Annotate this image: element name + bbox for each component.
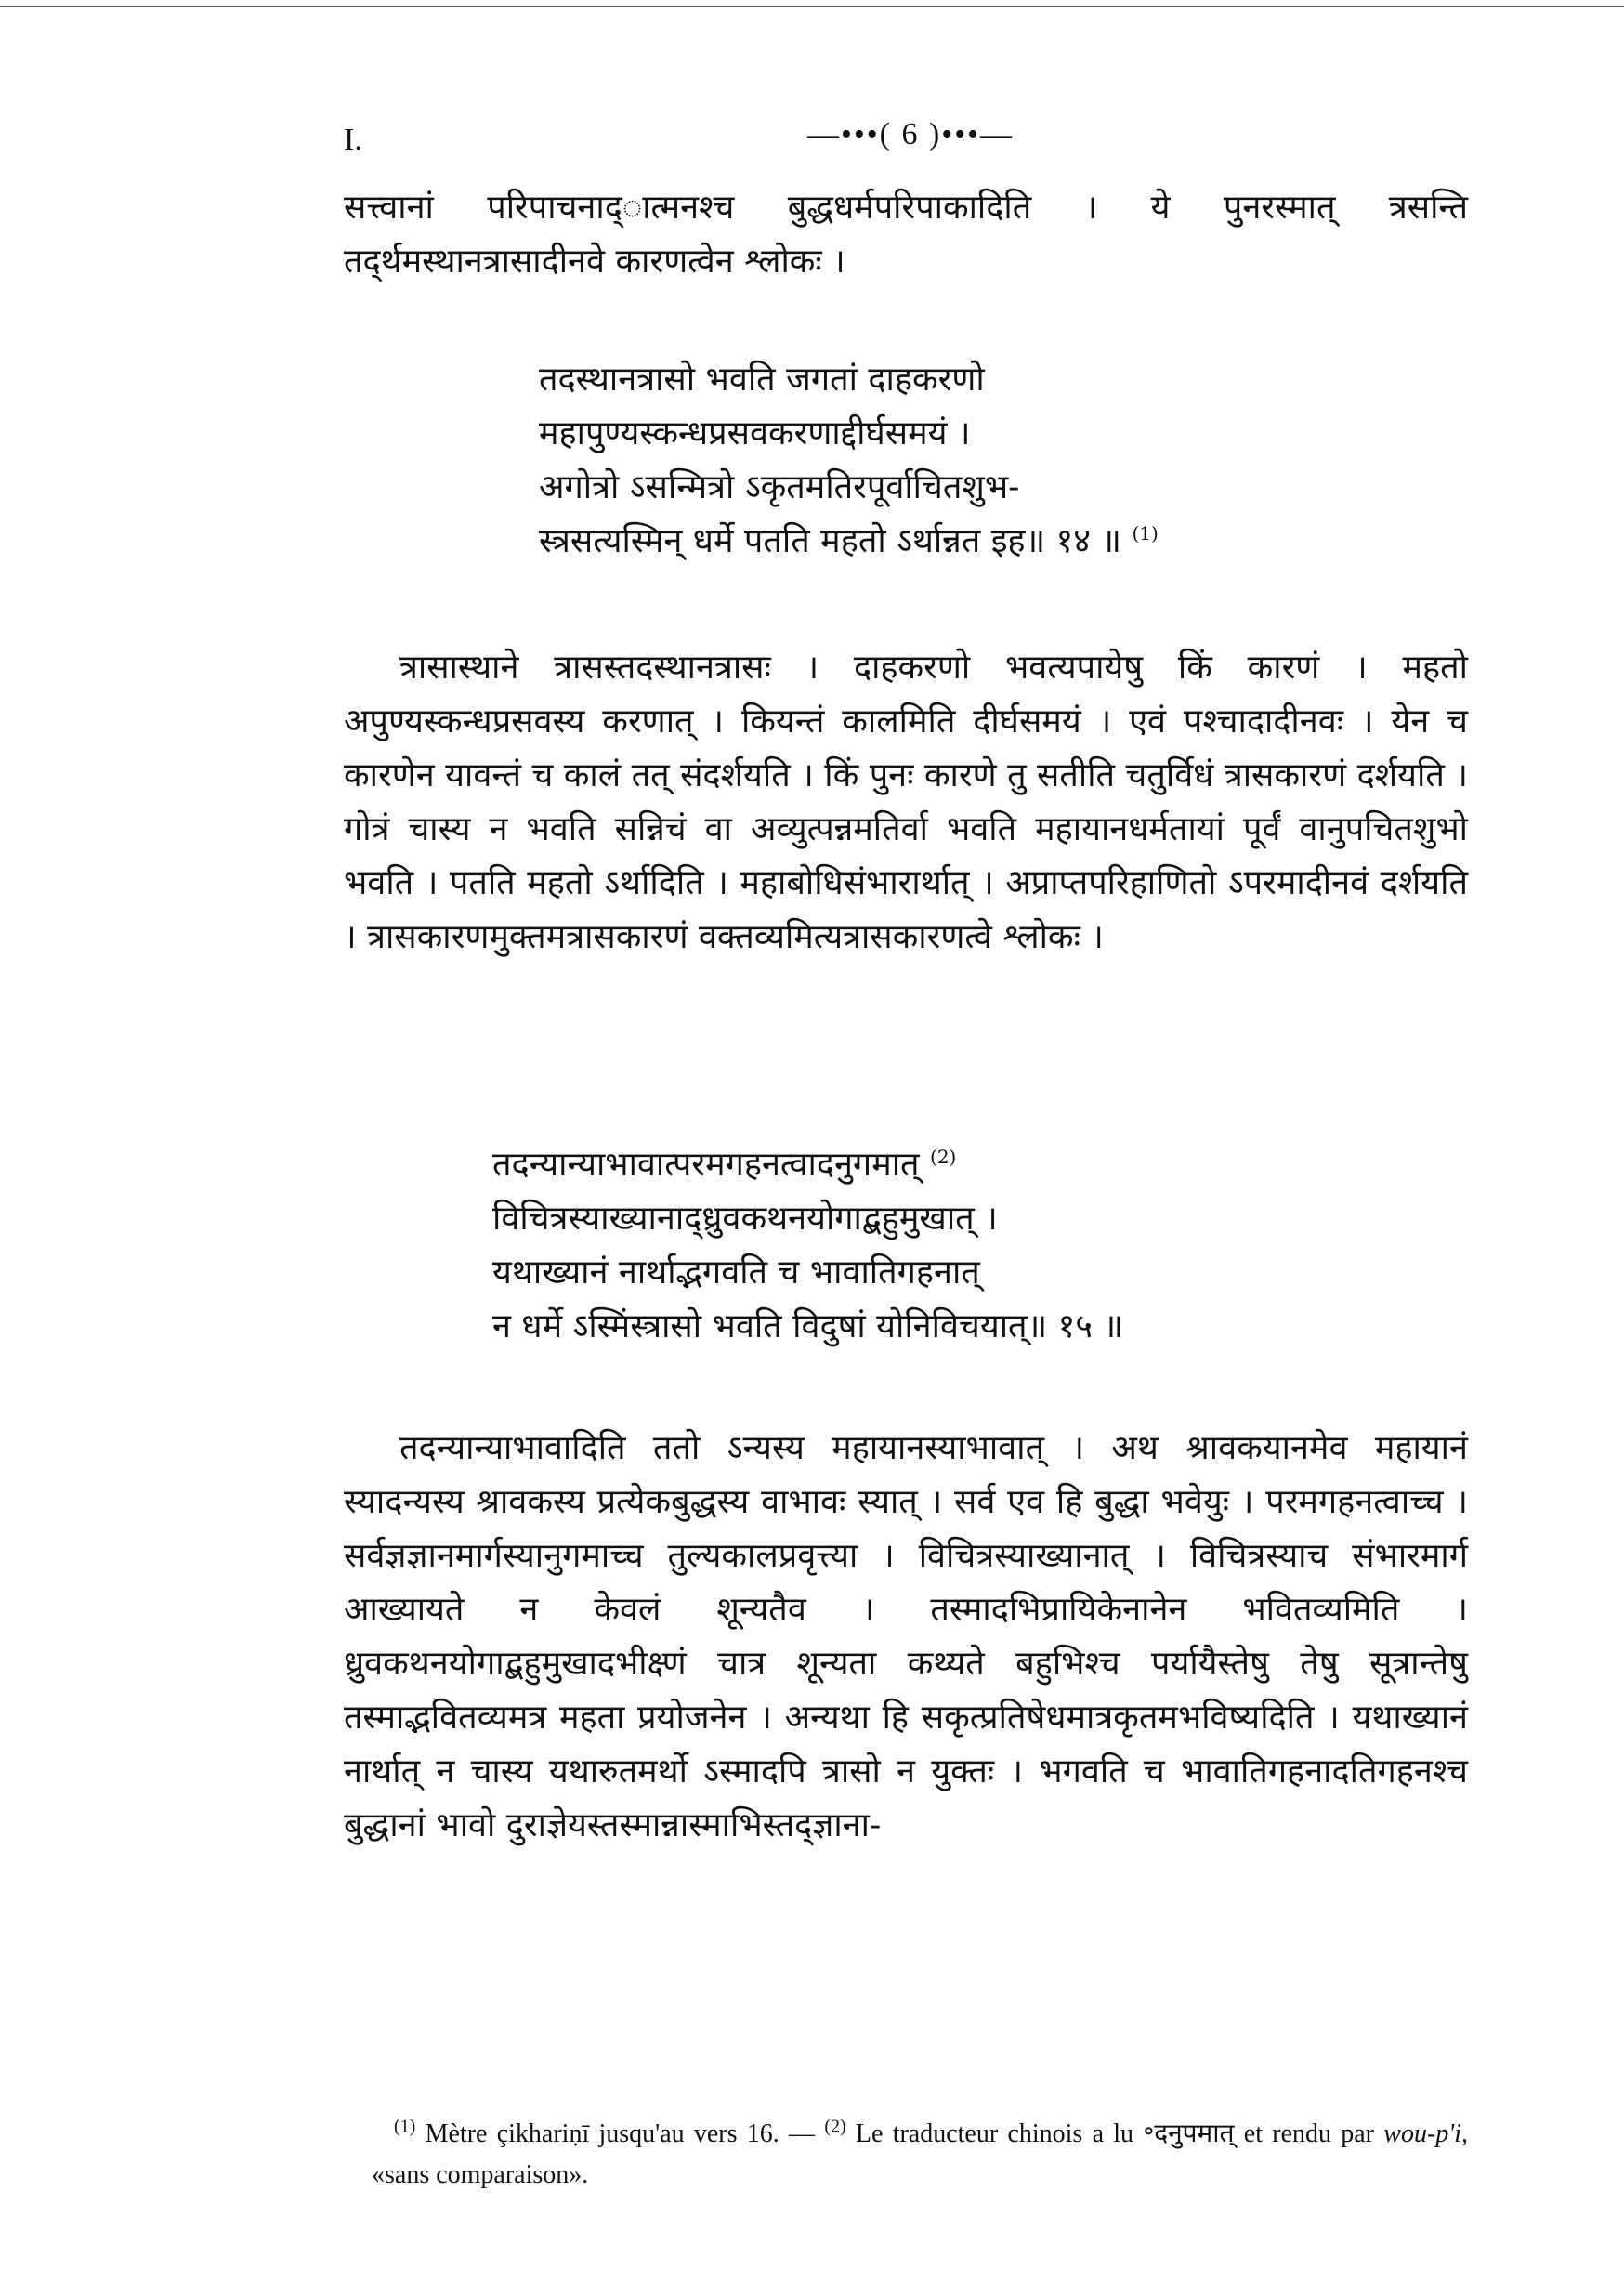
paragraph-text: त्रासास्थाने त्रासस्तदस्थानत्रासः । दाहकरणो भवत्यपायेषु किं कारणं । महतो अपुण्यस्कन्धप्रसवस्य करणात् । कियन्तं कालमिति दीर्घसमयं । एवं पश्चादादीनवः । येन च कारणेन यावन्तं च कालं तत् संदर्शयति । किं पुनः कारणे तु सतीति चतुर्विधं त्रासकारणं दर्शयति । गोत्रं चास्य न भवति सन्निचं वा अव्युत्पन्नमतिर्वा भवति महायानधर्मतायां पूर्वं वानुपचितशुभो भवति । पतति महतो ऽर्थादिति । महाबोधिसंभारार्थात् । अप्राप्तपरिहाणितो ऽपरमादीनवं दर्शयति । त्रासकारणमुक्तमत्रासकारणं वक्तव्यमित्यत्रासकारणत्वे श्लोकः । (344, 649, 1468, 956)
verse-14 (539, 353, 1159, 569)
verse-line-text: तदन्यान्याभावात्परमगहनत्वादनुगमात् (492, 1146, 920, 1184)
footnote-mark-2: (2) (824, 2116, 846, 2137)
verse-line: अगोत्रो ऽसन्मित्रो ऽकृतमतिरपूर्वाचितशुभ- (539, 468, 1020, 506)
verse-line: महापुण्यस्कन्धप्रसवकरणाद्दीर्घसमयं । (539, 414, 971, 453)
verse-line: तदस्थानत्रासो भवति जगतां दाहकरणो (539, 361, 985, 399)
verse-line-text: स्त्रसत्यस्मिन् धर्मे पतति महतो ऽर्थान्नत इह॥ १४ ॥ (539, 522, 1121, 560)
footnote-2-text-b: et rendu par (1243, 2119, 1375, 2148)
verse-line: न धर्मे ऽस्मिंस्त्रासो भवति विदुषां योनिविचयात्॥ १५ ॥ (492, 1307, 1124, 1345)
paragraph-text: सत्त्वानां परिपाचनाद्‌ात्मनश्च बुद्धधर्मपरिपाकादिति । ये पुनरस्मात् त्रसन्ति तद्‌र्थमस्थानत्रासादीनवे कारणत्वेन श्लोकः । (344, 189, 1468, 281)
page-header (334, 112, 1468, 167)
page-number: —•••( 6 )•••— (806, 117, 1015, 151)
verse-line: यथाख्यानं नार्थाद्भगवति च भावातिगहनात् (492, 1253, 980, 1292)
verse-line: विचित्रस्याख्यानाद्ध्रुवकथनयोगाद्बहुमुखात् । (492, 1200, 998, 1238)
paragraph-2 (344, 641, 1468, 964)
footnote-2-transliteration: wou-p'i, (1383, 2119, 1469, 2148)
verse-15 (492, 1138, 1123, 1354)
top-edge-rule (0, 6, 1624, 7)
footnote-ref-1: (1) (1132, 522, 1159, 544)
section-numeral: I. (344, 123, 362, 157)
footnote-1-text: Mètre çikhariṇī jusqu'au vers 16. — (425, 2119, 816, 2148)
footnote-ref-2: (2) (930, 1146, 957, 1168)
footnote-2-text-a: Le traducteur chinois a lu (855, 2119, 1134, 2148)
paragraph-3 (344, 1422, 1468, 1853)
footnote-2-text-c: «sans comparaison». (372, 2160, 589, 2189)
paragraph-1 (344, 181, 1468, 289)
footnote-2-sanskrit: ॰दनुपमात् (1143, 2119, 1235, 2148)
footnote-mark-1: (1) (394, 2116, 416, 2137)
footnotes (372, 2114, 1468, 2196)
paragraph-text: तदन्यान्याभावादिति ततो ऽन्यस्य महायानस्याभावात् । अथ श्रावकयानमेव महायानं स्यादन्यस्य श्रावकस्य प्रत्येकबुद्धस्य वाभावः स्यात् । सर्व एव हि बुद्धा भवेयुः । परमगहनत्वाच्च । सर्वज्ञज्ञानमार्गस्यानुगमाच्च तुल्यकालप्रवृत्त्या । विचित्रस्याख्यानात् । विचित्रस्याच संभारमार्ग आख्यायते न केवलं शून्यतैव । तस्मादभिप्रायिकेनानेन भवितव्यमिति । ध्रुवकथनयोगाद्बहुमुखादभीक्ष्णं चात्र शून्यता कथ्यते बहुभिश्च पर्यायैस्तेषु तेषु सूत्रान्तेषु तस्माद्भवितव्यमत्र महता प्रयोजनेन । अन्यथा हि सकृत्प्रतिषेधमात्रकृतमभविष्यदिति । यथाख्यानं नार्थात् न चास्य यथारुतमर्थो ऽस्मादपि त्रासो न युक्तः । भगवति च भावातिगहनादतिगहनश्च बुद्धानां भावो दुराज्ञेयस्तस्मान्नास्माभिस्तद्ज्ञाना- (344, 1429, 1468, 1844)
verse-line (492, 1138, 1123, 1192)
verse-line (539, 515, 1159, 569)
